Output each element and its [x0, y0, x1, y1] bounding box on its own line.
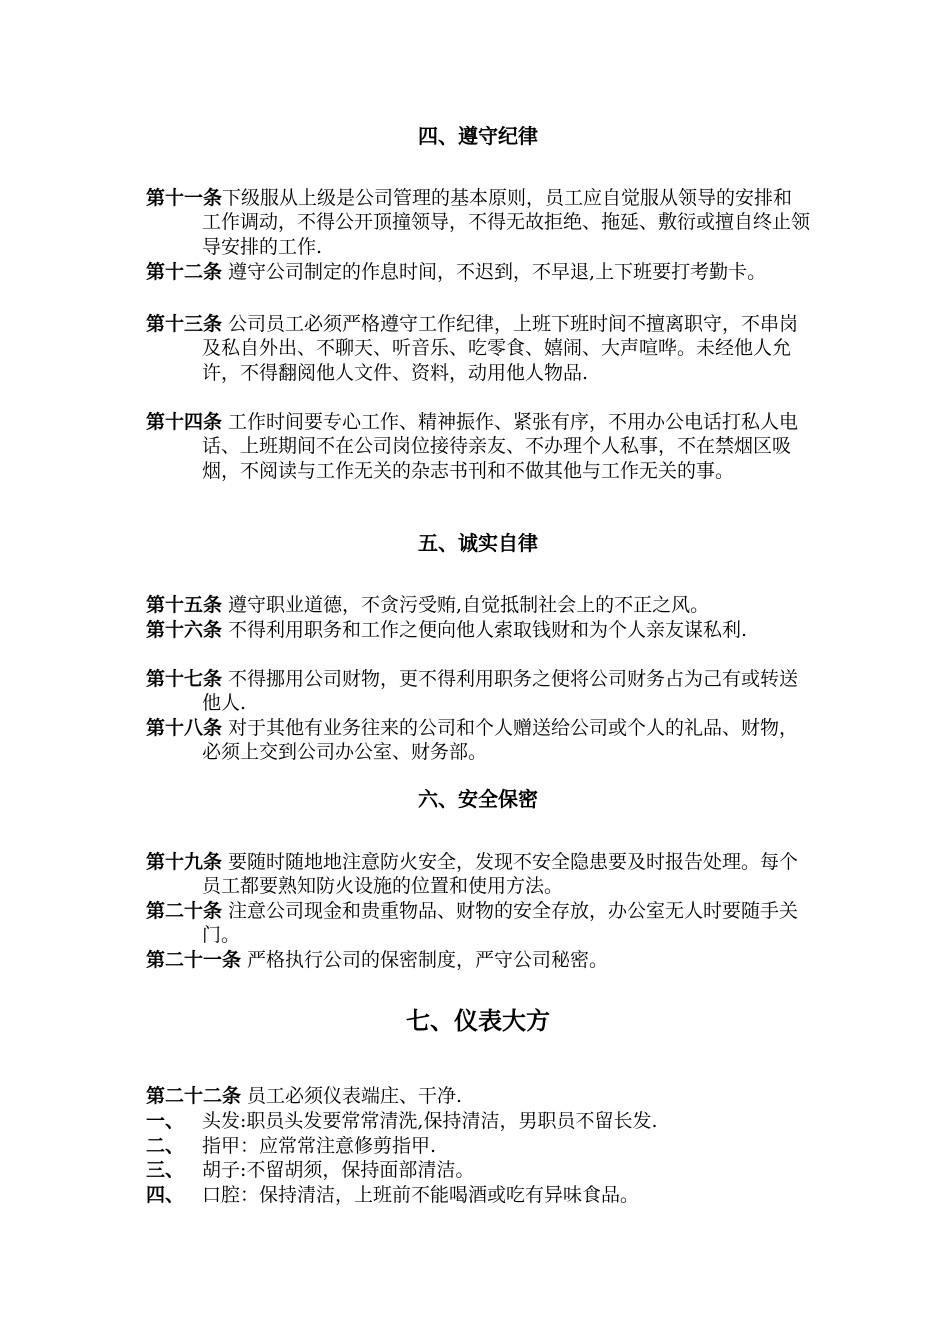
article — [146, 618, 810, 642]
article — [146, 899, 810, 948]
list-item-text: 胡子:不留胡须，保持面部清洁。 — [202, 1159, 475, 1181]
article — [146, 593, 810, 617]
article-text: 不得利用职务和工作之便向他人索取钱财和为个人亲友谋私利. — [222, 619, 748, 641]
article — [146, 260, 810, 284]
list-item — [146, 1158, 810, 1182]
list-marker: 四、 — [146, 1184, 185, 1206]
article — [146, 667, 810, 716]
list-marker: 二、 — [146, 1135, 185, 1157]
list-item-text: 口腔：保持清洁，上班前不能喝酒或吃有异味食品。 — [202, 1184, 640, 1206]
list-item-text: 头发:职员头发要常常清洗,保持清洁，男职员不留长发. — [202, 1110, 658, 1132]
article — [146, 716, 810, 765]
article-text: 注意公司现金和贵重物品、财物的安全存放，办公室无人时要随手关门。 — [202, 900, 799, 947]
article — [146, 948, 810, 972]
article-text: 对于其他有业务往来的公司和个人赠送给公司或个人的礼品、财物，必须上交到公司办公室、财务部。 — [202, 717, 799, 764]
article-text: 员工必须仪表端庄、干净. — [241, 1085, 463, 1107]
section-heading: 六、安全保密 — [418, 787, 538, 811]
article-number: 第十一条 — [146, 187, 223, 209]
article-number: 第二十条 — [146, 900, 223, 922]
section-heading: 五、诚实自律 — [418, 531, 538, 555]
article-number: 第二十一条 — [146, 949, 242, 971]
article-number: 第十二条 — [146, 261, 223, 283]
article-text: 公司员工必须严格遵守工作纪律，上班下班时间不擅离职守，不串岗及私自外出、不聊天、听音乐、吃零食、嬉闹、大声喧哗。未经他人允许，不得翻阅他人文件、资料，动用他人物品. — [202, 313, 799, 384]
article-number: 第十五条 — [146, 594, 223, 616]
article-text: 遵守公司制定的作息时间，不迟到，不早退,上下班要打考勤卡。 — [222, 261, 767, 283]
list-item — [146, 1183, 810, 1207]
list-item — [146, 1109, 810, 1133]
list-marker: 一、 — [146, 1110, 185, 1132]
article-number: 第十六条 — [146, 619, 223, 641]
article — [146, 186, 810, 259]
article — [146, 1084, 810, 1108]
article-text: 不得挪用公司财物，更不得利用职务之便将公司财务占为己有或转送他人. — [202, 668, 799, 715]
article-number: 第十九条 — [146, 851, 223, 873]
article — [146, 410, 810, 483]
list-item-text: 指甲：应常常注意修剪指甲. — [202, 1135, 437, 1157]
article-number: 第二十二条 — [146, 1085, 242, 1107]
section-heading: 七、仪表大方 — [406, 1007, 550, 1035]
article-text: 严格执行公司的保密制度，严守公司秘密。 — [241, 949, 609, 971]
article-number: 第十七条 — [146, 668, 223, 690]
list-item — [146, 1134, 810, 1158]
article-text: 要随时随地地注意防火安全，发现不安全隐患要及时报告处理。每个员工都要熟知防火设施的位置和使用方法。 — [202, 851, 799, 898]
article-text: 工作时间要专心工作、精神振作、紧张有序，不用办公电话打私人电话、上班期间不在公司岗位接待亲友、不办理个人私事，不在禁烟区吸烟，不阅读与工作无关的杂志书刊和不做其他与工作无关的事。 — [202, 411, 799, 482]
list-marker: 三、 — [146, 1159, 185, 1181]
article-text: 下级服从上级是公司管理的基本原则，员工应自觉服从领导的安排和工作调动，不得公开顶撞领导，不得无故拒绝、拖延、敷衍或擅自终止领导安排的工作. — [202, 187, 811, 258]
article — [146, 850, 810, 899]
article-number: 第十四条 — [146, 411, 223, 433]
section-heading: 四、遵守纪律 — [418, 124, 538, 148]
article-number: 第十八条 — [146, 717, 223, 739]
article-number: 第十三条 — [146, 313, 223, 335]
article-text: 遵守职业道德，不贪污受贿,自觉抵制社会上的不正之风。 — [222, 594, 710, 616]
article — [146, 312, 810, 385]
